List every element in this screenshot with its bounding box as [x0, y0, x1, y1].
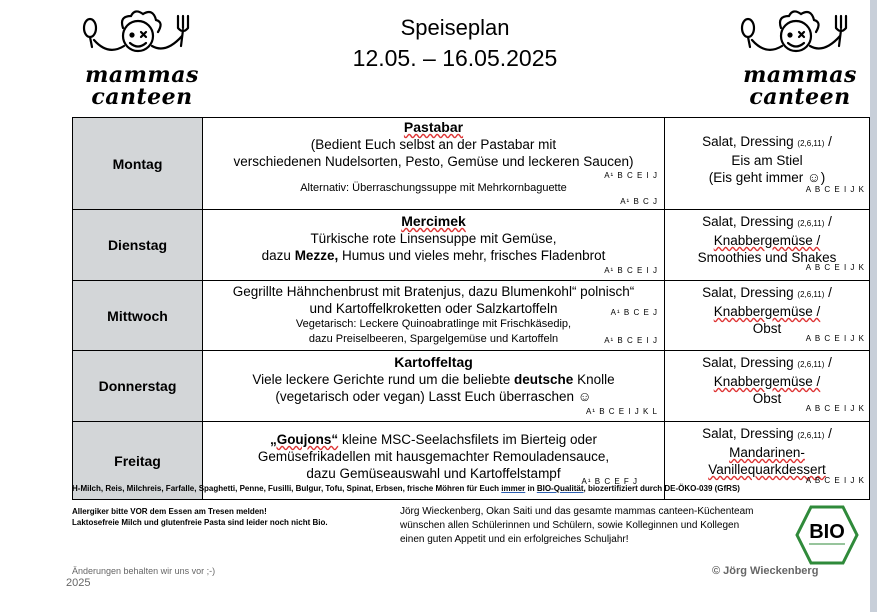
- greeting-line: wünschen allen Schülerinnen und Schülern, sowie Kolleginnen und Kollegen: [400, 520, 740, 531]
- side-line: Salat, Dressing: [702, 355, 794, 370]
- side-line: Knabbergemüse /: [713, 233, 821, 248]
- main-dish-cell: [203, 351, 665, 422]
- side-line: Salat, Dressing: [702, 214, 794, 229]
- allergen-codes: A B C E I J K: [805, 263, 865, 272]
- dish-text: Knolle: [573, 372, 615, 387]
- dish-line: Gegrillte Hähnchenbrust mit Bratenjus, dazu Blumenkohl“ polnisch“: [232, 284, 635, 299]
- dish-title: Kartoffeltag: [394, 354, 473, 370]
- additive-codes: (2,6,11): [797, 219, 825, 228]
- day-label: Freitag: [73, 422, 203, 500]
- year-label: 2025: [66, 577, 91, 589]
- mammas-canteen-logo-right: [730, 8, 870, 112]
- main-dish-cell: [203, 118, 665, 210]
- dish-line: dazu Gemüseauswahl und Kartoffelstampf: [306, 466, 561, 481]
- dish-text: Viele leckere Gerichte rund um die beliebte: [252, 372, 515, 387]
- side-line: Eis am Stiel: [731, 153, 803, 168]
- greeting-line: einen guten Appetit und ein erfolgreiches Schuljahr!: [400, 534, 629, 545]
- day-row-montag: [73, 118, 870, 210]
- main-dish-cell: [203, 281, 665, 351]
- logo-text-canteen: canteen: [91, 84, 193, 110]
- date-range: 12.05. – 16.05.2025: [352, 45, 558, 71]
- day-label: Mittwoch: [73, 281, 203, 351]
- additive-codes: (2,6,11): [797, 139, 825, 148]
- logo-text-canteen: canteen: [749, 84, 851, 110]
- logo-text-mammas: mammas: [743, 62, 857, 88]
- copyright: © Jörg Wieckenberg: [712, 565, 819, 577]
- side-line: Smoothies und Shakes: [697, 250, 837, 265]
- dish-title: Pastabar: [403, 119, 464, 135]
- dish-highlight: deutsche: [514, 372, 574, 387]
- allergen-codes: A B C E I J K: [805, 476, 865, 485]
- dish-line: (Bedient Euch selbst an der Pastabar mit: [310, 137, 557, 152]
- day-row-mittwoch: [73, 281, 870, 351]
- additive-codes: (2,6,11): [797, 290, 825, 299]
- side-line: Knabbergemüse /: [713, 304, 821, 319]
- side-dish-cell: Salat, Dressing (2,6,11) / Eis am Stiel (Eis geht immer ☺) A B C E I J K: [665, 118, 870, 210]
- dish-line: und Kartoffelkroketten oder Salzkartoffeln: [309, 301, 558, 316]
- side-line: Mandarinen-: [729, 445, 805, 460]
- dish-title: Mercimek: [401, 213, 466, 229]
- side-dish-cell: Salat, Dressing (2,6,11) / Knabbergemüse / Smoothies und Shakes A B C E I J K: [665, 210, 870, 281]
- side-dish-cell: Salat, Dressing (2,6,11) / Knabbergemüse / Obst A B C E I J K: [665, 281, 870, 351]
- side-line: Vanillequarkdessert: [708, 462, 826, 477]
- menu-table: [72, 117, 870, 500]
- side-line: Obst: [752, 321, 782, 336]
- dish-highlight: Mezze,: [294, 248, 339, 263]
- window-edge: [870, 0, 877, 612]
- allergen-codes: A B C E I J K: [805, 334, 865, 343]
- allergen-codes: A¹ B C J: [620, 197, 658, 206]
- dish-text: dazu: [261, 248, 295, 263]
- vegetarian-line: Vegetarisch: Leckere Quinoabratlinge mit Frischkäsedip,: [295, 318, 572, 330]
- allergen-codes: A¹ B C E J: [610, 308, 658, 317]
- allergen-codes: A¹ B C E I J: [604, 336, 658, 345]
- allergen-codes: A B C E I J K: [805, 404, 865, 413]
- vegetarian-line: dazu Preiselbeeren, Spargelgemüse und Kartoffeln: [308, 333, 559, 345]
- allergen-codes: A¹ B C E I J K L: [585, 407, 658, 416]
- side-line: Salat, Dressing: [702, 426, 794, 441]
- allergen-codes: A¹ B C E I J: [604, 171, 658, 180]
- lactose-notice: Laktosefreie Milch und glutenfreie Pasta sind leider noch nicht Bio.: [72, 518, 328, 527]
- side-dish-cell: Salat, Dressing (2,6,11) / Knabbergemüse / Obst A B C E I J K: [665, 351, 870, 422]
- main-dish-cell: [203, 210, 665, 281]
- day-row-dienstag: [73, 210, 870, 281]
- bio-ingredients-note: H-Milch, Reis, Milchreis, Farfalle, Spaghetti, Penne, Fusilli, Bulgur, Tofu, Spinat, Erbsen, frische Möhren für Euch immer in BIO-Qualität, biozertifiziert durch DE-ÖKO-039 (GfRS): [72, 484, 740, 493]
- side-line: Knabbergemüse /: [713, 374, 821, 389]
- dish-line: Türkische rote Linsensuppe mit Gemüse,: [310, 231, 557, 246]
- allergen-codes: A¹ B C E I J: [604, 266, 658, 275]
- side-dish-cell: Salat, Dressing (2,6,11) / Mandarinen- Vanillequarkdessert A B C E I J K: [665, 422, 870, 500]
- additive-codes: (2,6,11): [797, 431, 825, 440]
- side-line: Obst: [752, 391, 782, 406]
- dish-text: kleine MSC-Seelachsfilets im Bierteig oder: [338, 432, 598, 447]
- allergy-notice: Allergiker bitte VOR dem Essen am Tresen melden!: [72, 507, 267, 516]
- day-label: Dienstag: [73, 210, 203, 281]
- changes-note: Änderungen behalten wir uns vor ;-): [72, 566, 216, 576]
- alternative-line: Alternativ: Überraschungssuppe mit Mehrkornbaguette: [300, 182, 567, 194]
- day-row-donnerstag: [73, 351, 870, 422]
- logo-text-mammas: mammas: [85, 62, 199, 88]
- page-title: Speiseplan: [400, 15, 510, 40]
- day-label: Montag: [73, 118, 203, 210]
- bio-seal-logo: [795, 505, 859, 565]
- dish-line: (vegetarisch oder vegan) Lasst Euch überraschen ☺: [275, 389, 592, 404]
- day-label: Donnerstag: [73, 351, 203, 422]
- side-line: Salat, Dressing: [702, 134, 794, 149]
- additive-codes: (2,6,11): [797, 360, 825, 369]
- dish-line: Humus und vieles mehr, frisches Fladenbrot: [341, 248, 606, 263]
- mammas-canteen-logo-left: [72, 8, 212, 112]
- dish-line: verschiedenen Nudelsorten, Pesto, Gemüse und leckeren Saucen): [233, 154, 634, 169]
- side-line: Salat, Dressing: [702, 285, 794, 300]
- greeting-line: Jörg Wieckenberg, Okan Saiti und das gesamte mammas canteen-Küchenteam: [400, 506, 754, 517]
- allergen-codes: A B C E I J K: [805, 185, 865, 194]
- bio-seal-text: BIO: [809, 521, 845, 543]
- team-greeting: [400, 505, 754, 547]
- dish-title: „Goujons“: [269, 432, 339, 447]
- side-line: (Eis geht immer ☺): [708, 170, 826, 185]
- bio-hexagon-icon: [795, 505, 859, 565]
- dish-line: Gemüsefrikadellen mit hausgemachter Remouladensauce,: [257, 449, 610, 464]
- allergen-codes: A¹ B C E F J: [581, 477, 638, 486]
